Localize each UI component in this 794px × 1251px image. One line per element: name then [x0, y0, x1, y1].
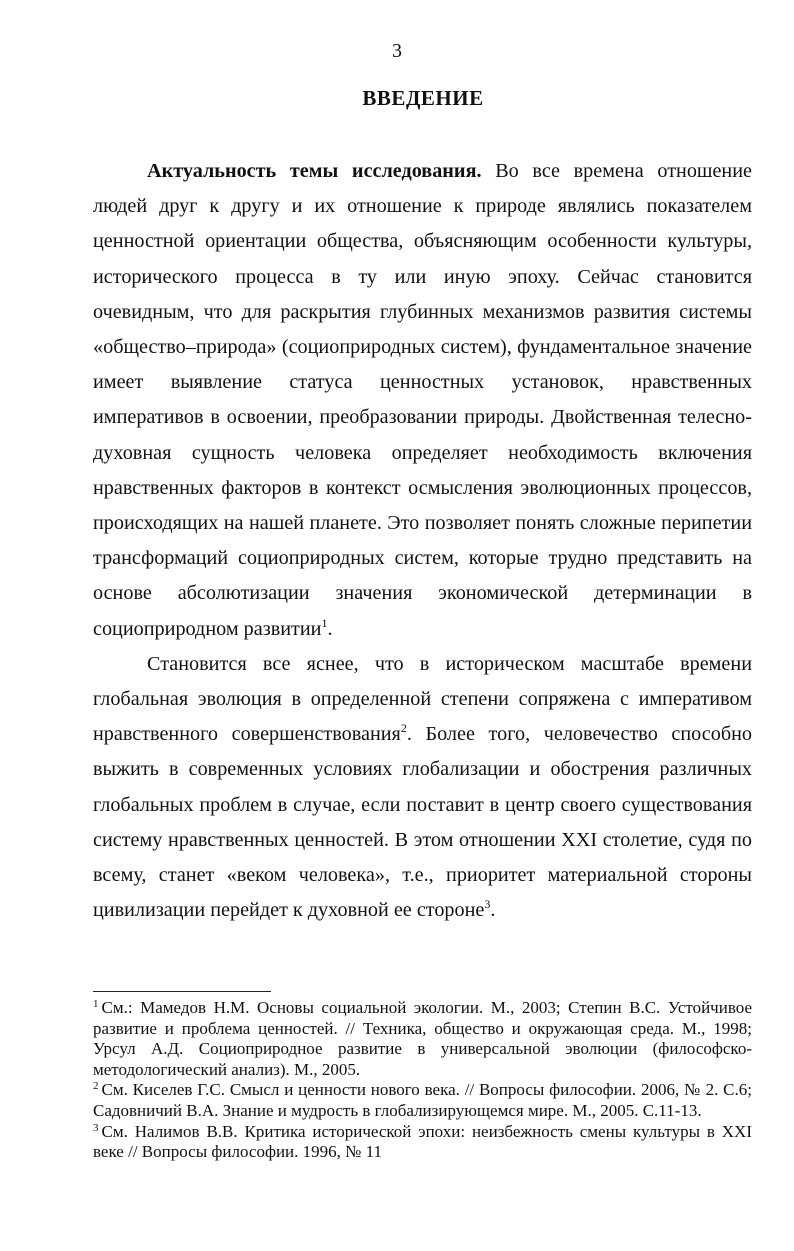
main-text	[93, 154, 752, 928]
footnote-mark: 2	[93, 1080, 99, 1093]
page-number: 3	[392, 40, 402, 62]
paragraph-evolution	[93, 647, 752, 929]
paragraph-tail: .	[490, 899, 496, 922]
footnotes-list	[93, 998, 752, 1163]
footnote-mark: 1	[93, 998, 99, 1010]
paragraph-relevance	[93, 154, 752, 647]
footnote-reference[interactable]: 2	[400, 721, 407, 736]
footnote-divider	[93, 991, 271, 992]
footnote-item	[93, 998, 752, 1080]
paragraph-text: Во все времена отношение людей друг к другу и их отношение к природе являлись показателем ценностной ориентации общества, объясняющим особенности культуры, исторического процесса в ту или иную эпоху. Сейчас становится очевидным, что для раскрытия глубинных механизмов развития системы «общество–природа» (социоприродных систем), фундаментальное значение имеет выявление статуса ценностных установок, нравственных императивов в освоении, преобразовании природы. Двойственная телесно-духовная сущность человека определяет необходимость включения нравственных факторов в контекст осмысления эволюционных процессов, происходящих на нашей планете. Это позволяет понять сложные перипетии трансформаций социоприродных систем, которые трудно представить на основе абсолютизации значения экономической детерминации в социоприродном развитии	[93, 160, 753, 640]
footnote-text: См. Киселев Г.С. Смысл и ценности нового века. // Вопросы философии. 2006, № 2. С.6; Садовничий В.А. Знание и мудрость в глобализирующемся мире. М., 2005. С.11-13.	[93, 1080, 752, 1120]
section-heading: ВВЕДЕНИЕ	[362, 86, 484, 110]
footnote-item	[93, 1122, 752, 1163]
footnote-item	[93, 1080, 752, 1121]
footnote-reference[interactable]: 1	[321, 615, 328, 630]
paragraph-lead: Актуальность темы исследования.	[147, 160, 482, 182]
footnote-text: См. Налимов В.В. Критика исторической эпохи: неизбежность смены культуры в XXI веке // Вопросы философии. 1996, № 11	[93, 1121, 752, 1162]
footnote-reference[interactable]: 3	[484, 897, 491, 912]
paragraph-tail: .	[327, 617, 333, 640]
footnote-text: См.: Мамедов Н.М. Основы социальной экологии. М., 2003; Степин В.С. Устойчивое развитие и проблема ценностей. // Техника, общество и окружающая среда. М., 1998; Урсул А.Д. Социоприродное развитие в универсальной эволюции (философско-методологический анализ). М., 2005.	[93, 998, 752, 1079]
footnote-mark: 3	[93, 1121, 99, 1134]
paragraph-text: . Более того, человечество способно выжить в современных условиях глобализации и обострения различных глобальных проблем в случае, если поставит в центр своего существования систему нравственных ценностей. В этом отношении XXI столетие, судя по всему, станет «веком человека», т.е., приоритет материальной стороны цивилизации перейдет к духовной ее стороне	[93, 723, 752, 922]
paragraph-text: Становится все яснее, что в историческом масштабе времени глобальная эволюция в определенной степени сопряжена с императивом нравственного совершенствования	[93, 652, 752, 746]
